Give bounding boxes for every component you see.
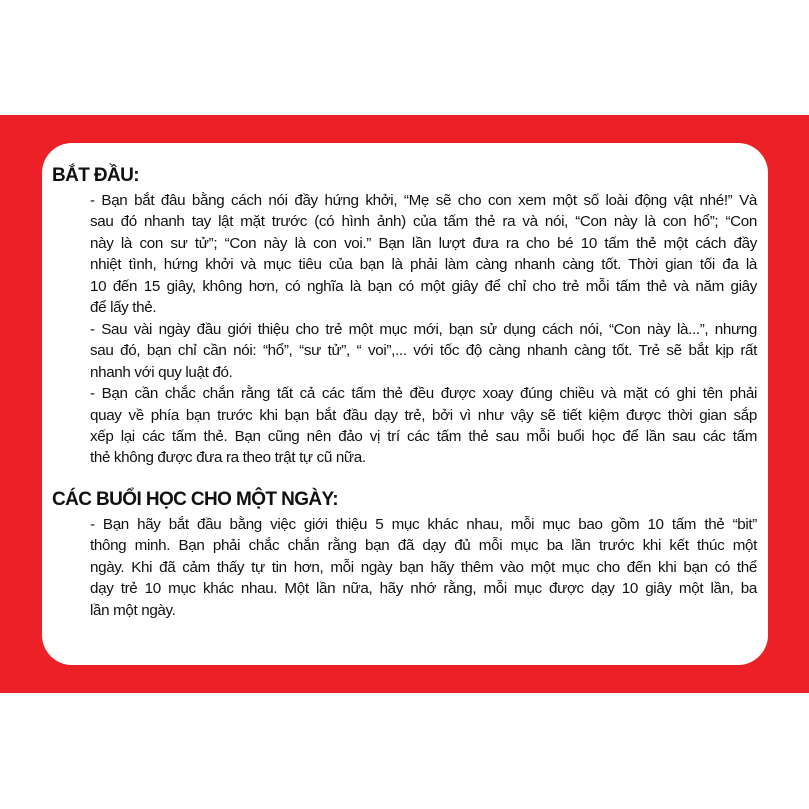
paragraph-line: xếp lại các tấm thẻ. Bạn cũng nên đảo vị trí các tấm thẻ sau mỗi buổi học để lần sau các tấm bbox=[90, 427, 757, 445]
paragraph-line: nhiệt tình, hứng khởi và mục tiêu của bạn là phải làm càng nhanh càng tốt. Thời gian tối đa là bbox=[90, 256, 757, 274]
paragraph-line: quay về phía bạn trước khi bạn bắt đầu dạy trẻ, bởi vì như vậy sẽ tiết kiệm được thời gian sắp bbox=[90, 406, 757, 424]
paragraph-line: dạy trẻ 10 mục khác nhau. Một lần nữa, hãy nhớ rằng, mỗi mục được dạy 10 giây một lần, ba bbox=[90, 580, 757, 598]
paragraph-line: - Bạn hãy bắt đầu bằng việc giới thiệu 5 mục khác nhau, mỗi mục bao gồm 10 tấm thẻ “bit” bbox=[90, 516, 757, 533]
paragraph-line: sau đó, bạn chỉ cần nói: “hổ”, “sư tử”, “ voi”,... với tốc độ càng nhanh càng tốt. Trẻ sẽ bắt kịp rất bbox=[90, 342, 757, 360]
paragraph-line: nhanh với quy luật đó. bbox=[90, 363, 233, 381]
paragraph-line: - Bạn bắt đâu bằng cách nói đầy hứng khởi, “Mẹ sẽ cho con xem một số loài động vật nhé!” Và bbox=[90, 192, 757, 209]
paragraph-line: 10 đến 15 giây, không hơn, có nghĩa là bạn có một giây để chỉ cho trẻ mỗi tấm thẻ và năm giây bbox=[90, 277, 757, 295]
paragraph-line: ngày. Khi đã cảm thấy tự tin hơn, mỗi ngày bạn hãy thêm vào một mục cho đến khi bạn có thể bbox=[90, 558, 757, 576]
paragraph-line: để lấy thẻ. bbox=[90, 299, 157, 317]
section-heading: BẮT ĐẦU: bbox=[52, 165, 140, 186]
paragraph-line: - Bạn cần chắc chắn rằng tất cả các tấm thẻ đều được xoay đúng chiều và mặt có ghi tên phải bbox=[90, 385, 757, 403]
paragraph-line: này là con sư tử”; “Con này là con voi.” Bạn lần lượt đưa ra cho bé 10 tấm thẻ một cách đầy bbox=[90, 234, 757, 252]
paragraph-line: thông minh. Bạn phải chắc chắn rằng bạn đã dạy đủ mỗi mục ba lần trước khi kết thúc một bbox=[90, 537, 757, 555]
paragraph-line: lần một ngày. bbox=[90, 601, 176, 619]
paragraph-line: thẻ không được đưa ra theo trật tự cũ nữa. bbox=[90, 449, 366, 467]
paragraph-line: - Sau vài ngày đầu giới thiệu cho trẻ một mục mới, bạn sử dụng cách nói, “Con này là...”, nhưng bbox=[90, 320, 757, 338]
section-heading: CÁC BUỔI HỌC CHO MỘT NGÀY: bbox=[52, 489, 338, 510]
paragraph-line: sau đó nhanh tay lật mặt trước (có hình ảnh) của tấm thẻ ra và nói, “Con này là con hổ”; “Con bbox=[90, 213, 757, 231]
